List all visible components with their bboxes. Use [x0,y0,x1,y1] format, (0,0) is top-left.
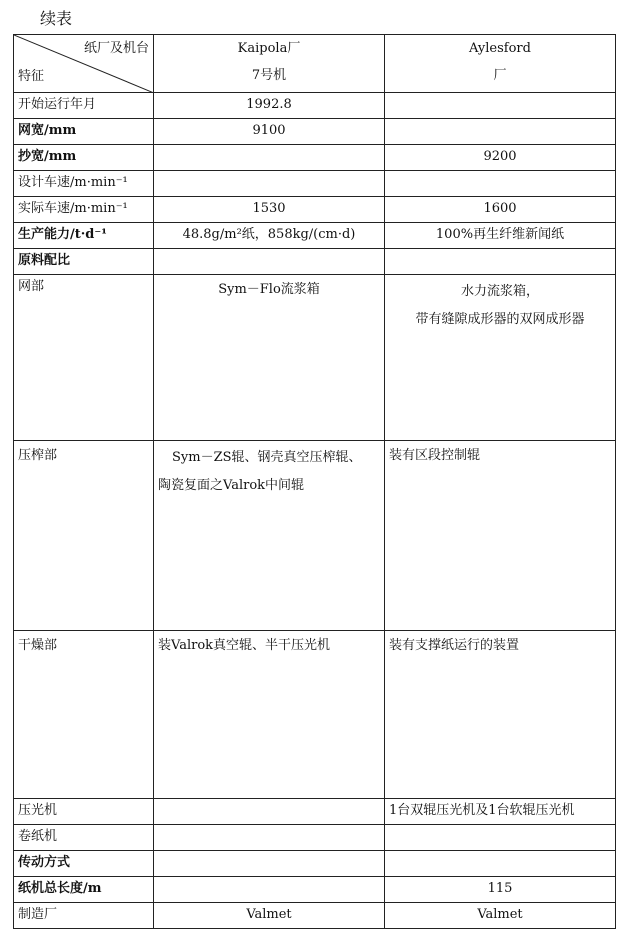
table-row [14,903,616,929]
cell-kaipola: 1530 [154,197,385,223]
row-label: 设计车速/m·min⁻¹ [14,171,154,197]
cell-line: Sym－ZS辊、钢壳真空压榨辊、 [172,450,362,465]
table-row [14,93,616,119]
cell-kaipola [154,799,385,825]
cell-aylesford [385,825,616,851]
row-label: 干燥部 [14,631,154,799]
header-corner-mill: 纸厂及机台 [83,41,149,56]
header-aylesford-line2: 厂 [493,68,507,83]
spec-table [13,34,616,929]
table-caption: 续表 [40,9,73,28]
row-label: 卷纸机 [14,825,154,851]
cell-aylesford [385,275,616,441]
header-kaipola-line2: 7号机 [251,68,287,83]
cell-kaipola [154,441,385,631]
table-row [14,799,616,825]
cell-aylesford: 1台双辊压光机及1台软辊压光机 [385,799,616,825]
cell-aylesford [385,93,616,119]
cell-aylesford: 装有支撑纸运行的装置 [385,631,616,799]
row-label: 抄宽/mm [14,145,154,171]
cell-aylesford [385,119,616,145]
table-row [14,851,616,877]
table-row [14,145,616,171]
cell-kaipola: Sym－Flo流浆箱 [154,275,385,441]
header-corner-feature: 特征 [18,69,45,84]
cell-kaipola [154,145,385,171]
row-label: 压榨部 [14,441,154,631]
table-row [14,223,616,249]
cell-line: 水力流浆箱， [460,284,539,299]
header-kaipola [154,35,385,93]
table-row [14,249,616,275]
table-row [14,877,616,903]
cell-kaipola: 1992.8 [154,93,385,119]
row-label: 传动方式 [14,851,154,877]
row-label: 网部 [14,275,154,441]
table-row [14,825,616,851]
cell-kaipola: 装Valrok真空辊、半干压光机 [154,631,385,799]
cell-aylesford [385,171,616,197]
cell-aylesford: 115 [385,877,616,903]
table-row [14,275,616,441]
cell-kaipola: 48.8g/m²纸，858kg/(cm·d) [154,223,385,249]
row-label: 网宽/mm [14,119,154,145]
header-row [14,35,616,93]
cell-line: 带有缝隙成形器的双网成形器 [415,312,585,327]
table-row [14,119,616,145]
cell-kaipola [154,877,385,903]
cell-kaipola [154,825,385,851]
cell-aylesford: Valmet [385,903,616,929]
cell-kaipola: 9100 [154,119,385,145]
row-label: 压光机 [14,799,154,825]
row-label: 制造厂 [14,903,154,929]
cell-aylesford: 9200 [385,145,616,171]
row-label: 纸机总长度/m [14,877,154,903]
cell-line: 陶瓷复面之Valrok中间辊 [158,478,305,493]
cell-kaipola [154,851,385,877]
table-row [14,631,616,799]
cell-aylesford: 100%再生纤维新闻纸 [385,223,616,249]
cell-aylesford [385,851,616,877]
row-label: 原料配比 [14,249,154,275]
table-row [14,197,616,223]
cell-aylesford: 1600 [385,197,616,223]
row-label: 实际车速/m·min⁻¹ [14,197,154,223]
header-kaipola-line1: Kaipola厂 [237,41,301,56]
row-label: 开始运行年月 [14,93,154,119]
table-row [14,171,616,197]
header-aylesford [385,35,616,93]
header-aylesford-line1: Aylesford [469,41,531,56]
cell-aylesford [385,249,616,275]
cell-kaipola: Valmet [154,903,385,929]
table-row [14,441,616,631]
cell-kaipola [154,171,385,197]
diagonal-header-cell [14,35,154,93]
cell-aylesford: 装有区段控制辊 [385,441,616,631]
row-label: 生产能力/t·d⁻¹ [14,223,154,249]
cell-kaipola [154,249,385,275]
